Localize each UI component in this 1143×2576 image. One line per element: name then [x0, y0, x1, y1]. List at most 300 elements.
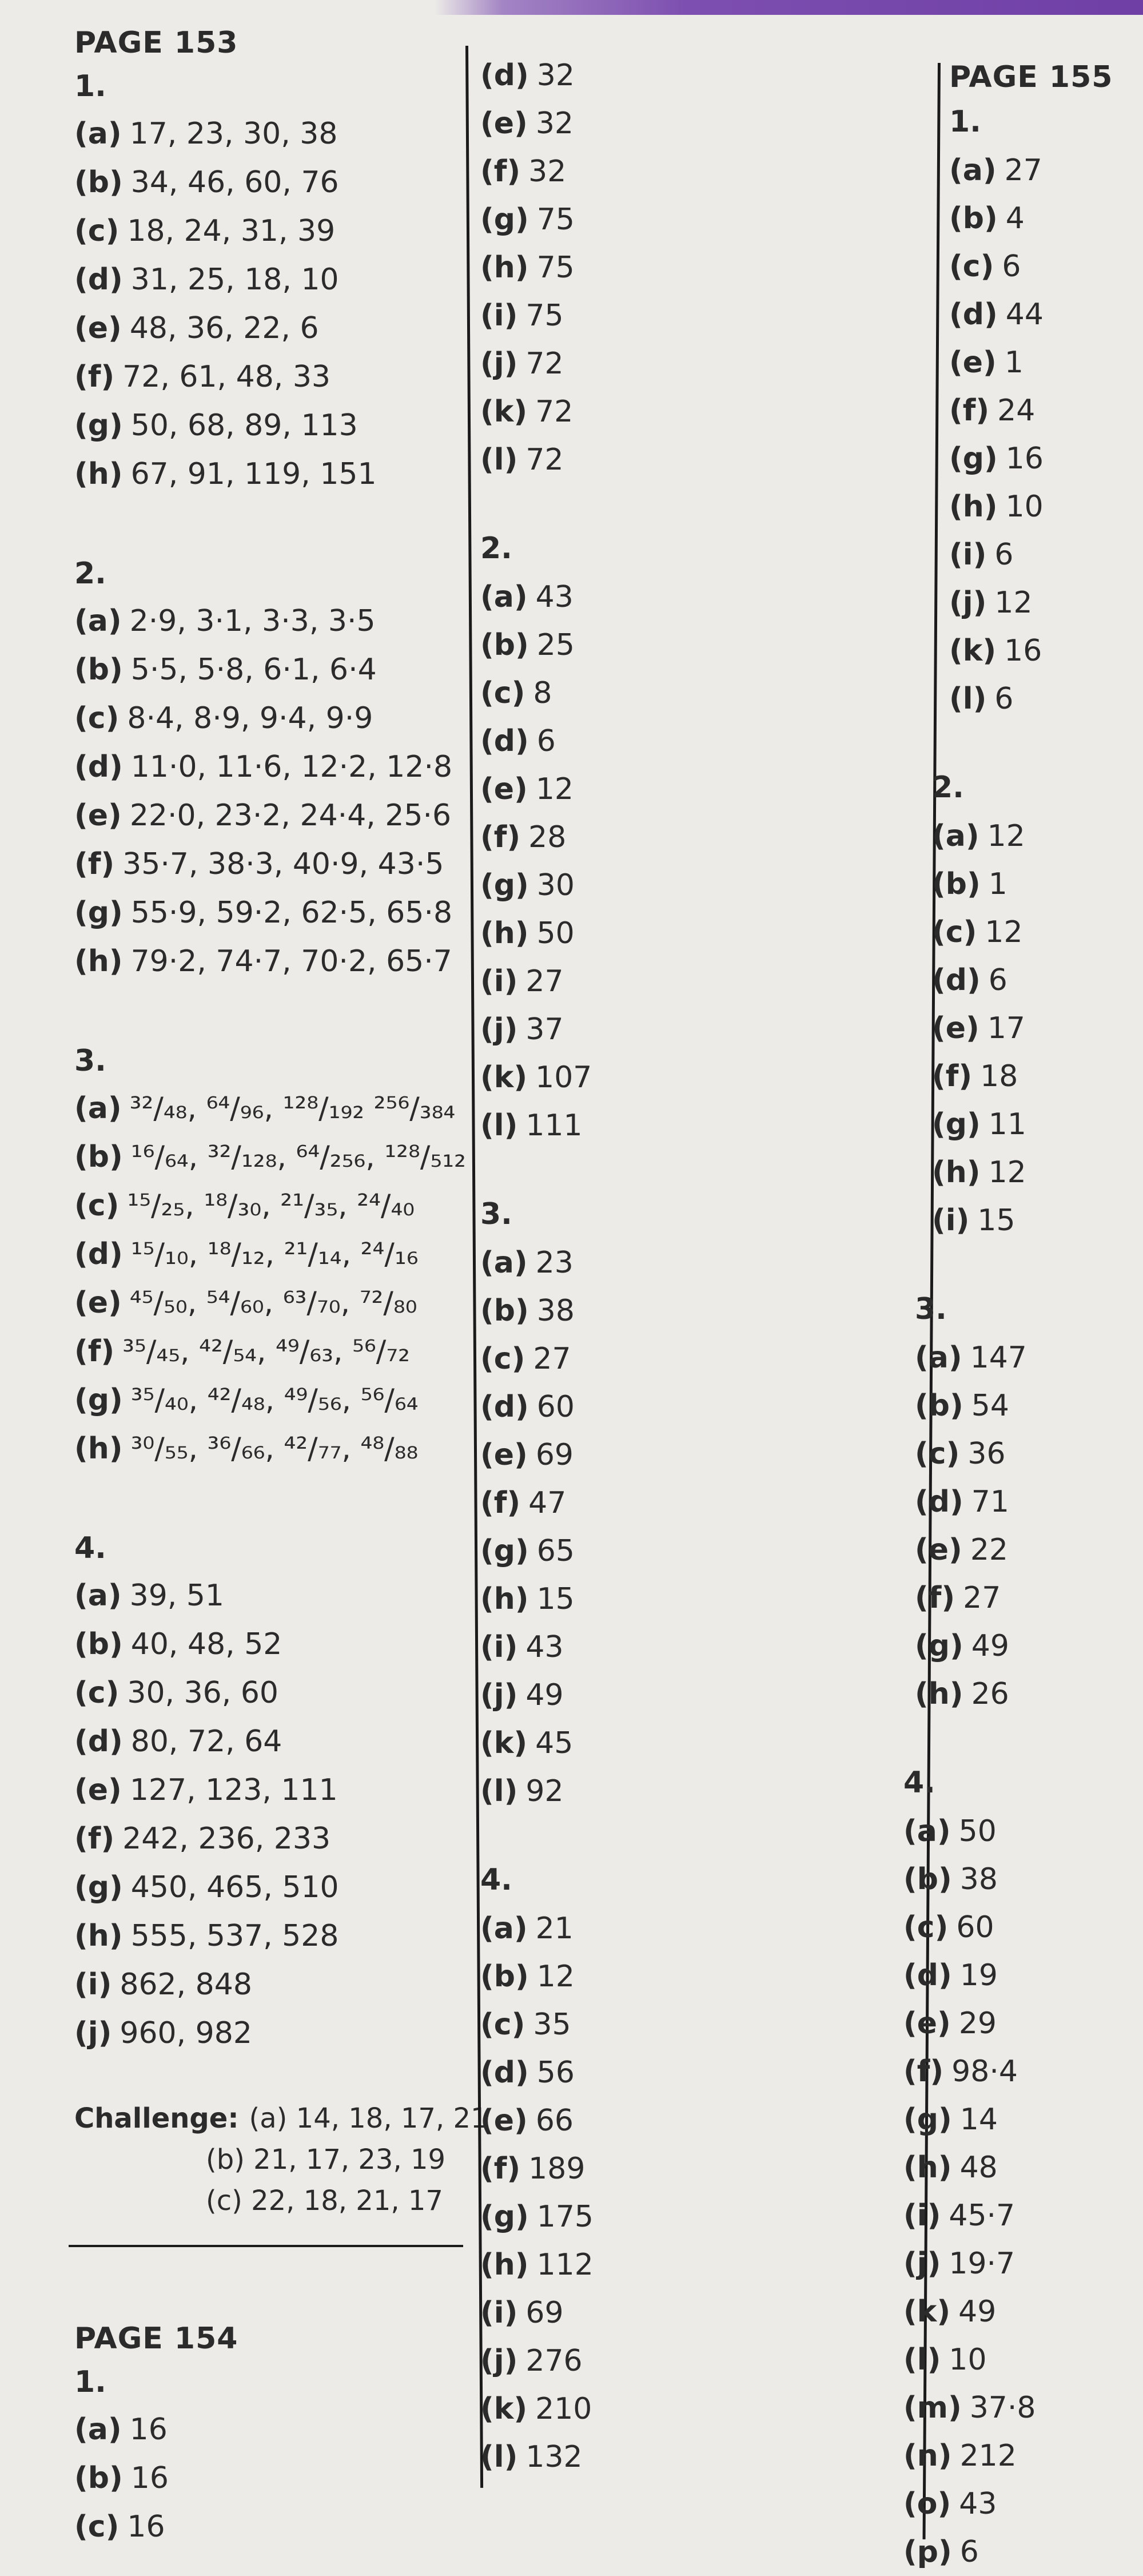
question-2-answers: [932, 812, 1138, 1245]
answer-value: 40, 48, 52: [130, 1627, 282, 1661]
answer-value: 2·9, 3·1, 3·3, 3·5: [129, 604, 376, 638]
answer-item: [74, 2406, 469, 2454]
answer-value: 56: [536, 2056, 575, 2090]
answer-value: 50: [536, 916, 575, 951]
answer-letter: (g): [74, 896, 123, 930]
answer-letter: (f): [480, 820, 521, 854]
answer-letter: (a): [74, 117, 122, 151]
answer-item: [480, 100, 881, 148]
answer-value: 69: [525, 2296, 564, 2330]
answer-value: ¹⁵/₂₅, ¹⁸/₃₀, ²¹/₃₅, ²⁴/₄₀: [127, 1188, 415, 1223]
answer-item: [949, 435, 1138, 483]
answer-item: [949, 339, 1138, 387]
answer-letter: (c): [74, 701, 120, 736]
question-3-label: 3.: [915, 1292, 947, 1326]
answer-item: [932, 860, 1138, 908]
answer-value: 27: [525, 964, 564, 999]
answer-value: 65: [536, 1534, 575, 1568]
answer-item: [932, 1148, 1138, 1196]
answer-value: 11·0, 11·6, 12·2, 12·8: [130, 750, 453, 784]
answer-value: ³²/₄₈, ⁶⁴/₉₆, ¹²⁸/₁₉₂ ²⁵⁶/₃₈₄: [129, 1091, 456, 1126]
answer-letter: (f): [949, 393, 990, 428]
answer-item: [480, 909, 881, 957]
answer-letter: (b): [74, 1627, 123, 1661]
answer-letter: (m): [903, 2391, 962, 2425]
answer-item: [903, 2432, 1138, 2480]
answer-item: [74, 1327, 469, 1376]
answer-letter: (c): [903, 1910, 949, 1945]
column-3: [898, 57, 1138, 2576]
challenge-line-2: (b) 21, 17, 23, 19: [206, 2144, 446, 2176]
answer-item: [480, 1905, 881, 1953]
answer-letter: (g): [915, 1629, 963, 1663]
answer-item: [74, 792, 469, 840]
answer-item: [74, 1766, 469, 1815]
answer-letter: (d): [74, 263, 123, 297]
answer-item: [949, 387, 1138, 435]
answer-letter: (b): [915, 1389, 963, 1423]
answer-value: 12: [536, 1959, 575, 1994]
answer-letter: (f): [903, 2054, 944, 2089]
answer-value: 32: [535, 106, 574, 141]
answer-value: 111: [525, 1108, 583, 1143]
page-154-question-1-continued: [480, 51, 881, 484]
answer-letter: (f): [932, 1059, 973, 1094]
answer-value: 1: [1004, 345, 1023, 380]
answer-item: [74, 1230, 469, 1279]
answer-letter: (j): [480, 347, 518, 381]
answer-item: [74, 207, 469, 256]
answer-item: [903, 2096, 1138, 2144]
page-155-heading: PAGE 155: [949, 60, 1113, 94]
answer-letter: (e): [903, 2006, 951, 2041]
answer-value: 127, 123, 111: [129, 1773, 338, 1807]
answer-letter: (e): [480, 1438, 528, 1472]
page-154-heading: PAGE 154: [74, 2321, 238, 2356]
answer-letter: (c): [74, 214, 120, 248]
answer-letter: (d): [932, 963, 981, 997]
answer-item: [74, 353, 469, 401]
answer-value: 8: [533, 676, 552, 710]
answer-item: [949, 531, 1138, 579]
answer-letter: (l): [480, 2440, 518, 2474]
answer-item: [915, 1670, 1138, 1718]
answer-item: [74, 743, 469, 792]
answer-item: [74, 1669, 469, 1718]
answer-letter: (a): [74, 604, 122, 638]
answer-item: [480, 2385, 881, 2433]
answer-letter: (k): [949, 634, 997, 668]
answer-value: 55·9, 59·2, 62·5, 65·8: [130, 896, 453, 930]
answer-value: 17, 23, 30, 38: [129, 117, 338, 151]
answer-value: 35: [533, 2007, 571, 2042]
answer-item: [949, 675, 1138, 723]
answer-item: [74, 450, 469, 499]
answer-value: 24: [997, 393, 1036, 428]
answer-item: [480, 2337, 881, 2385]
answer-item: [480, 1287, 881, 1335]
answer-letter: (k): [480, 1726, 528, 1760]
answer-value: 38: [959, 1862, 998, 1897]
answer-item: [480, 2097, 881, 2145]
question-1-label: 1.: [74, 69, 106, 104]
answer-value: 132: [525, 2440, 583, 2474]
answer-value: 189: [528, 2152, 586, 2186]
question-2-label: 2.: [74, 556, 106, 591]
answer-item: [74, 304, 469, 353]
answer-letter: (e): [480, 772, 528, 806]
answer-value: 960, 982: [120, 2016, 252, 2050]
answer-item: [480, 1767, 881, 1815]
question-3-answers: [915, 1334, 1138, 1718]
page-154-question-1-label: 1.: [74, 2365, 106, 2399]
answer-letter: (b): [903, 1862, 952, 1897]
question-4-label: 4.: [903, 1766, 935, 1800]
answer-value: 35·7, 38·3, 40·9, 43·5: [122, 847, 444, 881]
answer-value: 8·4, 8·9, 9·4, 9·9: [127, 701, 373, 736]
answer-value: 27: [1004, 153, 1042, 188]
answer-item: [480, 2001, 881, 2049]
answer-item: [74, 1133, 469, 1182]
answer-item: [480, 51, 881, 100]
answer-value: 242, 236, 233: [122, 1822, 331, 1856]
answer-value: 16: [1004, 634, 1042, 668]
answer-value: 12: [994, 586, 1033, 620]
answer-item: [915, 1334, 1138, 1382]
answer-value: 43: [535, 580, 574, 614]
answer-value: 60: [956, 1910, 994, 1945]
answer-item: [932, 1100, 1138, 1148]
answer-value: 38: [536, 1294, 575, 1328]
answer-letter: (b): [949, 201, 998, 236]
answer-item: [903, 1999, 1138, 2048]
answer-letter: (d): [903, 1958, 952, 1993]
answer-value: 16: [129, 2412, 168, 2447]
answer-item: [74, 937, 469, 986]
answer-letter: (l): [480, 1774, 518, 1808]
answer-letter: (g): [480, 202, 529, 237]
answer-item: [480, 244, 881, 292]
answer-item: [915, 1622, 1138, 1670]
answer-value: 49: [958, 2295, 997, 2329]
answer-value: 6: [988, 963, 1007, 997]
answer-item: [74, 646, 469, 694]
answer-item: [74, 1572, 469, 1620]
answer-letter: (g): [74, 1383, 123, 1417]
answer-item: [932, 1196, 1138, 1245]
cover-edge-purple: [0, 0, 1143, 15]
answer-item: [480, 1431, 881, 1479]
answer-item: [932, 1052, 1138, 1100]
answer-letter: (b): [74, 1140, 123, 1174]
answer-letter: (l): [480, 1108, 518, 1143]
answer-letter: (c): [480, 676, 525, 710]
answer-letter: (e): [74, 1773, 122, 1807]
question-2-label: 2.: [932, 770, 964, 805]
question-4-answers: [74, 1572, 469, 2058]
answer-letter: (e): [915, 1533, 962, 1567]
answer-letter: (c): [74, 1188, 120, 1223]
question-1-label: 1.: [949, 105, 981, 139]
answer-item: [915, 1430, 1138, 1478]
answer-item: [74, 2503, 469, 2551]
answer-value: 16: [130, 2461, 169, 2495]
answer-value: 32: [528, 154, 567, 189]
question-4-answers: [480, 1905, 881, 2481]
answer-value: 31, 25, 18, 10: [130, 263, 339, 297]
answer-letter: (b): [480, 1959, 529, 1994]
answer-item: [74, 1620, 469, 1669]
answer-value: 12: [985, 915, 1023, 949]
answer-letter: (c): [480, 2007, 525, 2042]
answer-letter: (e): [932, 1011, 979, 1045]
answer-item: [949, 146, 1138, 194]
question-2-answers: [74, 597, 469, 986]
answer-value: 45: [535, 1726, 574, 1760]
answer-value: 37·8: [969, 2391, 1036, 2425]
answer-letter: (h): [480, 251, 529, 285]
answer-value: 30: [536, 868, 575, 903]
answer-letter: (b): [480, 1294, 529, 1328]
answer-value: 72: [525, 347, 564, 381]
answer-item: [903, 1807, 1138, 1855]
answer-value: 210: [535, 2392, 592, 2426]
answer-item: [74, 158, 469, 207]
answer-value: 18: [980, 1059, 1018, 1094]
answer-letter: (c): [915, 1437, 960, 1471]
answer-letter: (j): [74, 2016, 112, 2050]
answer-value: 1: [988, 867, 1007, 901]
answer-letter: (a): [480, 1911, 528, 1946]
answer-letter: (i): [932, 1203, 970, 1238]
answer-value: 92: [525, 1774, 564, 1808]
answer-item: [480, 813, 881, 861]
answer-value: 69: [535, 1438, 574, 1472]
answer-value: 6: [994, 682, 1014, 716]
answer-item: [74, 1912, 469, 1961]
answer-letter: (f): [915, 1581, 955, 1615]
answer-value: 112: [536, 2248, 594, 2282]
answer-value: 36: [967, 1437, 1006, 1471]
answer-value: 107: [535, 1060, 592, 1095]
answer-item: [480, 148, 881, 196]
answer-letter: (a): [949, 153, 997, 188]
answer-value: 39, 51: [129, 1579, 225, 1613]
answer-value: 43: [525, 1630, 564, 1664]
answer-letter: (e): [480, 2104, 528, 2138]
question-1-answers: [949, 146, 1138, 723]
question-3-label: 3.: [480, 1197, 512, 1231]
answer-value: 80, 72, 64: [130, 1724, 282, 1759]
answer-item: [903, 2048, 1138, 2096]
answer-value: 12: [987, 819, 1025, 853]
answer-value: 60: [536, 1390, 575, 1424]
answer-letter: (f): [74, 1822, 115, 1856]
answer-item: [932, 956, 1138, 1004]
answer-item: [74, 1425, 469, 1473]
answer-item: [903, 1903, 1138, 1951]
answer-item: [480, 1239, 881, 1287]
answer-value: 21: [535, 1911, 574, 1946]
answer-item: [932, 1004, 1138, 1052]
answer-item: [915, 1526, 1138, 1574]
answer-item: [903, 2288, 1138, 2336]
answer-value: 27: [533, 1342, 571, 1376]
answer-letter: (i): [480, 964, 518, 999]
question-1-answers: [74, 110, 469, 499]
answer-value: 30, 36, 60: [127, 1676, 278, 1710]
answer-value: 48, 36, 22, 6: [129, 311, 319, 345]
answer-letter: (g): [74, 1870, 123, 1905]
answer-item: [480, 2241, 881, 2289]
answer-letter: (i): [480, 1630, 518, 1664]
answer-letter: (c): [74, 2510, 120, 2544]
answer-letter: (b): [480, 628, 529, 662]
answer-letter: (f): [74, 1334, 115, 1369]
answer-letter: (h): [480, 2248, 529, 2282]
answer-letter: (e): [480, 106, 528, 141]
answer-item: [949, 291, 1138, 339]
answer-item: [480, 2193, 881, 2241]
answer-letter: (g): [903, 2102, 952, 2137]
answer-item: [74, 889, 469, 937]
answer-value: 4: [1005, 201, 1025, 236]
answer-letter: (h): [903, 2150, 952, 2185]
answer-item: [932, 812, 1138, 860]
answer-value: ³⁵/₄₅, ⁴²/₅₄, ⁴⁹/₆₃, ⁵⁶/₇₂: [122, 1334, 410, 1369]
answer-value: 15: [977, 1203, 1015, 1238]
answer-letter: (b): [74, 2461, 123, 2495]
question-3-answers: [480, 1239, 881, 1815]
answer-letter: (h): [480, 1582, 529, 1616]
answer-item: [903, 2336, 1138, 2384]
answer-letter: (a): [480, 1246, 528, 1280]
answer-value: 11: [988, 1107, 1026, 1142]
answer-value: 12: [535, 772, 574, 806]
challenge-block: [74, 2098, 488, 2221]
answer-item: [480, 196, 881, 244]
answer-item: [480, 669, 881, 717]
answer-item: [480, 1527, 881, 1575]
answer-item: [949, 243, 1138, 291]
answer-value: 12: [988, 1155, 1026, 1190]
answer-value: 15: [536, 1582, 575, 1616]
answer-item: [915, 1574, 1138, 1622]
answer-item: [74, 694, 469, 743]
answer-value: 66: [535, 2104, 574, 2138]
answer-item: [74, 2009, 469, 2058]
answer-item: [480, 957, 881, 1005]
answer-letter: (a): [480, 580, 528, 614]
answer-item: [949, 579, 1138, 627]
answer-letter: (h): [932, 1155, 981, 1190]
challenge-line-3: (c) 22, 18, 21, 17: [206, 2185, 443, 2217]
column-1: [74, 23, 488, 2551]
question-4-label: 4.: [74, 1531, 106, 1565]
answer-item: [480, 1953, 881, 2001]
answer-value: 14: [959, 2102, 998, 2137]
answer-item: [480, 1719, 881, 1767]
answer-value: 276: [525, 2344, 583, 2378]
answer-letter: (i): [480, 299, 518, 333]
challenge-line-1: [74, 2098, 488, 2139]
answer-letter: (h): [74, 457, 123, 491]
answer-value: ⁴⁵/₅₀, ⁵⁴/₆₀, ⁶³/₇₀, ⁷²/₈₀: [129, 1286, 417, 1320]
answer-letter: (c): [480, 1342, 525, 1376]
answer-letter: (g): [74, 408, 123, 443]
answer-value: 16: [127, 2510, 165, 2544]
answer-letter: (g): [480, 2200, 529, 2234]
answer-value: 25: [536, 628, 575, 662]
answer-value: 6: [994, 538, 1014, 572]
answer-value: 10: [949, 2343, 987, 2377]
answer-item: [74, 1084, 469, 1133]
answer-value: ¹⁶/₆₄, ³²/₁₂₈, ⁶⁴/₂₅₆, ¹²⁸/₅₁₂: [130, 1140, 466, 1174]
answer-letter: (b): [74, 653, 123, 687]
answer-item: [480, 436, 881, 484]
answer-letter: (g): [480, 1534, 529, 1568]
answer-value: 75: [525, 299, 564, 333]
answer-letter: (h): [480, 916, 529, 951]
answer-item: [480, 1383, 881, 1431]
answer-letter: (e): [74, 311, 122, 345]
answer-letter: (f): [480, 1486, 521, 1520]
answer-value: 28: [528, 820, 567, 854]
answer-item: [74, 1815, 469, 1863]
answer-letter: (a): [74, 1091, 122, 1126]
answer-letter: (e): [74, 798, 122, 833]
answer-item: [903, 2528, 1138, 2576]
answer-item: [480, 2145, 881, 2193]
answer-letter: (j): [903, 2247, 941, 2281]
answer-letter: (c): [949, 249, 994, 284]
answer-value: 44: [1005, 297, 1044, 332]
answer-item: [903, 2384, 1138, 2432]
answer-value: 79·2, 74·7, 70·2, 65·7: [130, 944, 452, 979]
answer-letter: (b): [74, 165, 123, 200]
answer-value: 71: [971, 1485, 1009, 1519]
answer-letter: (d): [74, 1724, 123, 1759]
answer-letter: (d): [480, 1390, 529, 1424]
answer-item: [74, 597, 469, 646]
answer-value: ³⁰/₅₅, ³⁶/₆₆, ⁴²/₇₇, ⁴⁸/₈₈: [130, 1432, 419, 1466]
answer-item: [74, 840, 469, 889]
answer-item: [903, 2144, 1138, 2192]
answer-letter: (h): [915, 1677, 963, 1711]
answer-letter: (h): [74, 1432, 123, 1466]
answer-item: [74, 401, 469, 450]
answer-letter: (f): [74, 360, 115, 394]
question-2-answers: [480, 573, 881, 1150]
answer-letter: (e): [74, 1286, 122, 1320]
answer-letter: (p): [903, 2535, 952, 2569]
answer-item: [74, 1279, 469, 1327]
answer-value: 34, 46, 60, 76: [130, 165, 339, 200]
answer-letter: (l): [949, 682, 987, 716]
answer-value: 75: [536, 202, 575, 237]
answer-item: [480, 1335, 881, 1383]
answer-item: [480, 717, 881, 765]
answer-letter: (g): [932, 1107, 981, 1142]
answer-letter: (o): [903, 2487, 951, 2521]
answer-letter: (d): [480, 58, 529, 93]
answer-item: [480, 765, 881, 813]
answer-value: 54: [971, 1389, 1009, 1423]
answer-letter: (i): [949, 538, 987, 572]
answer-value: 27: [963, 1581, 1001, 1615]
answer-item: [903, 2240, 1138, 2288]
answer-letter: (k): [480, 1060, 528, 1095]
